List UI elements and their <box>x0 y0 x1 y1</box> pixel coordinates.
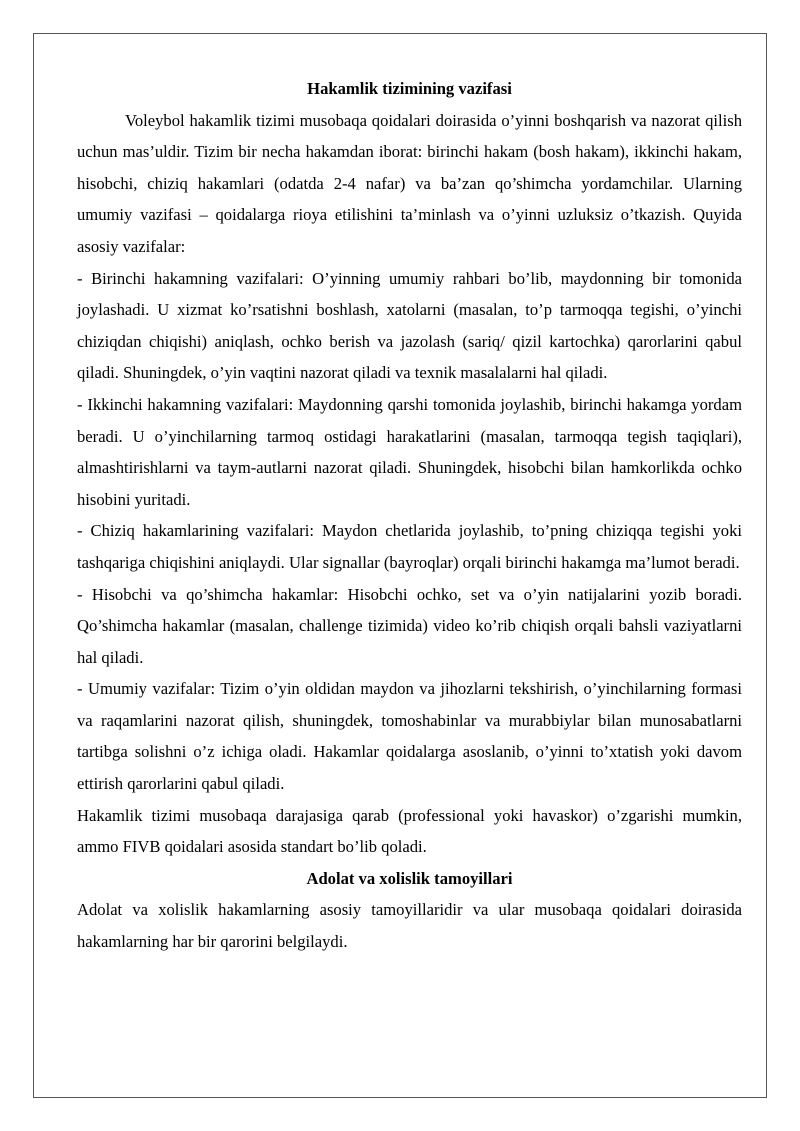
list-item-first-referee: - Birinchi hakamning vazifalari: O’yinning umumiy rahbari bo’lib, maydonning bir tomonida joylashadi. U xizmat ko’rsatishni boshlash, xatolarni (masalan, to’p tarmoqqa tegishi, o’yinchi chiziqdan chiqishi) aniqlash, ochko berish va jazolash (sariq/ qizil kartochka) qarorlarini qabul qiladi. Shuningdek, o’yin vaqtini nazorat qiladi va texnik masalalarni hal qiladi. <box>77 268 742 383</box>
section-heading-fairness: Adolat va xolislik tamoyillari <box>306 868 513 888</box>
section-heading-duties: Hakamlik tizimining vazifasi <box>307 79 512 98</box>
closing-paragraph: Adolat va xolislik hakamlarning asosiy tamoyillaridir va ular musobaqa qoidalari doirasida hakamlarning har bir qarorini belgilaydi. <box>77 900 742 952</box>
document-body <box>77 73 742 958</box>
conclusion-paragraph: Hakamlik tizimi musobaqa darajasiga qarab (professional yoki havaskor) o’zgarishi mumkin, ammo FIVB qoidalari asosida standart bo’lib qoladi. <box>77 805 742 857</box>
list-item-general-duties: - Umumiy vazifalar: Tizim o’yin oldidan maydon va jihozlarni tekshirish, o’yinchilarning formasi va raqamlarini nazorat qilish, shuningdek, tomoshabinlar va murabbiylar bilan munosabatlarni tartibga solishni o’z ichiga oladi. Hakamlar qoidalarga asoslanib, o’yinni to’xtatish yoki davom ettirish qarorlarini qabul qiladi. <box>77 679 742 794</box>
intro-paragraph: Voleybol hakamlik tizimi musobaqa qoidalari doirasida o’yinni boshqarish va nazorat qilish uchun mas’uldir. Tizim bir necha hakamdan iborat: birinchi hakam (bosh hakam), ikkinchi hakam, hisobchi, chiziq hakamlari (odatda 2-4 nafar) va ba’zan qo’shimcha yordamchilar. Ularning umumiy vazifasi – qoidalarga rioya etilishini ta’minlash va o’yinni uzluksiz o’tkazish. Quyida asosiy vazifalar: <box>77 110 742 256</box>
list-item-second-referee: - Ikkinchi hakamning vazifalari: Maydonning qarshi tomonida joylashib, birinchi hakamga yordam beradi. U o’yinchilarning tarmoq ostidagi harakatlarini (masalan, tarmoqqa tegish taqiqlari), almashtirishlarni va taym-autlarni nazorat qiladi. Shuningdek, hisobchi bilan hamkorlikda ochko hisobini yuritadi. <box>77 394 742 509</box>
list-item-line-judges: - Chiziq hakamlarining vazifalari: Maydon chetlarida joylashib, to’pning chiziqqa tegishi yoki tashqariga chiqishini aniqlaydi. Ular signallar (bayroqlar) orqali birinchi hakamga ma’lumot beradi. <box>77 521 742 572</box>
list-item-scorer: - Hisobchi va qo’shimcha hakamlar: Hisobchi ochko, set va o’yin natijalarini yozib boradi. Qo’shimcha hakamlar (masalan, challenge tizimida) video ko’rib chiqish orqali bahsli vaziyatlarni hal qiladi. <box>77 584 742 667</box>
